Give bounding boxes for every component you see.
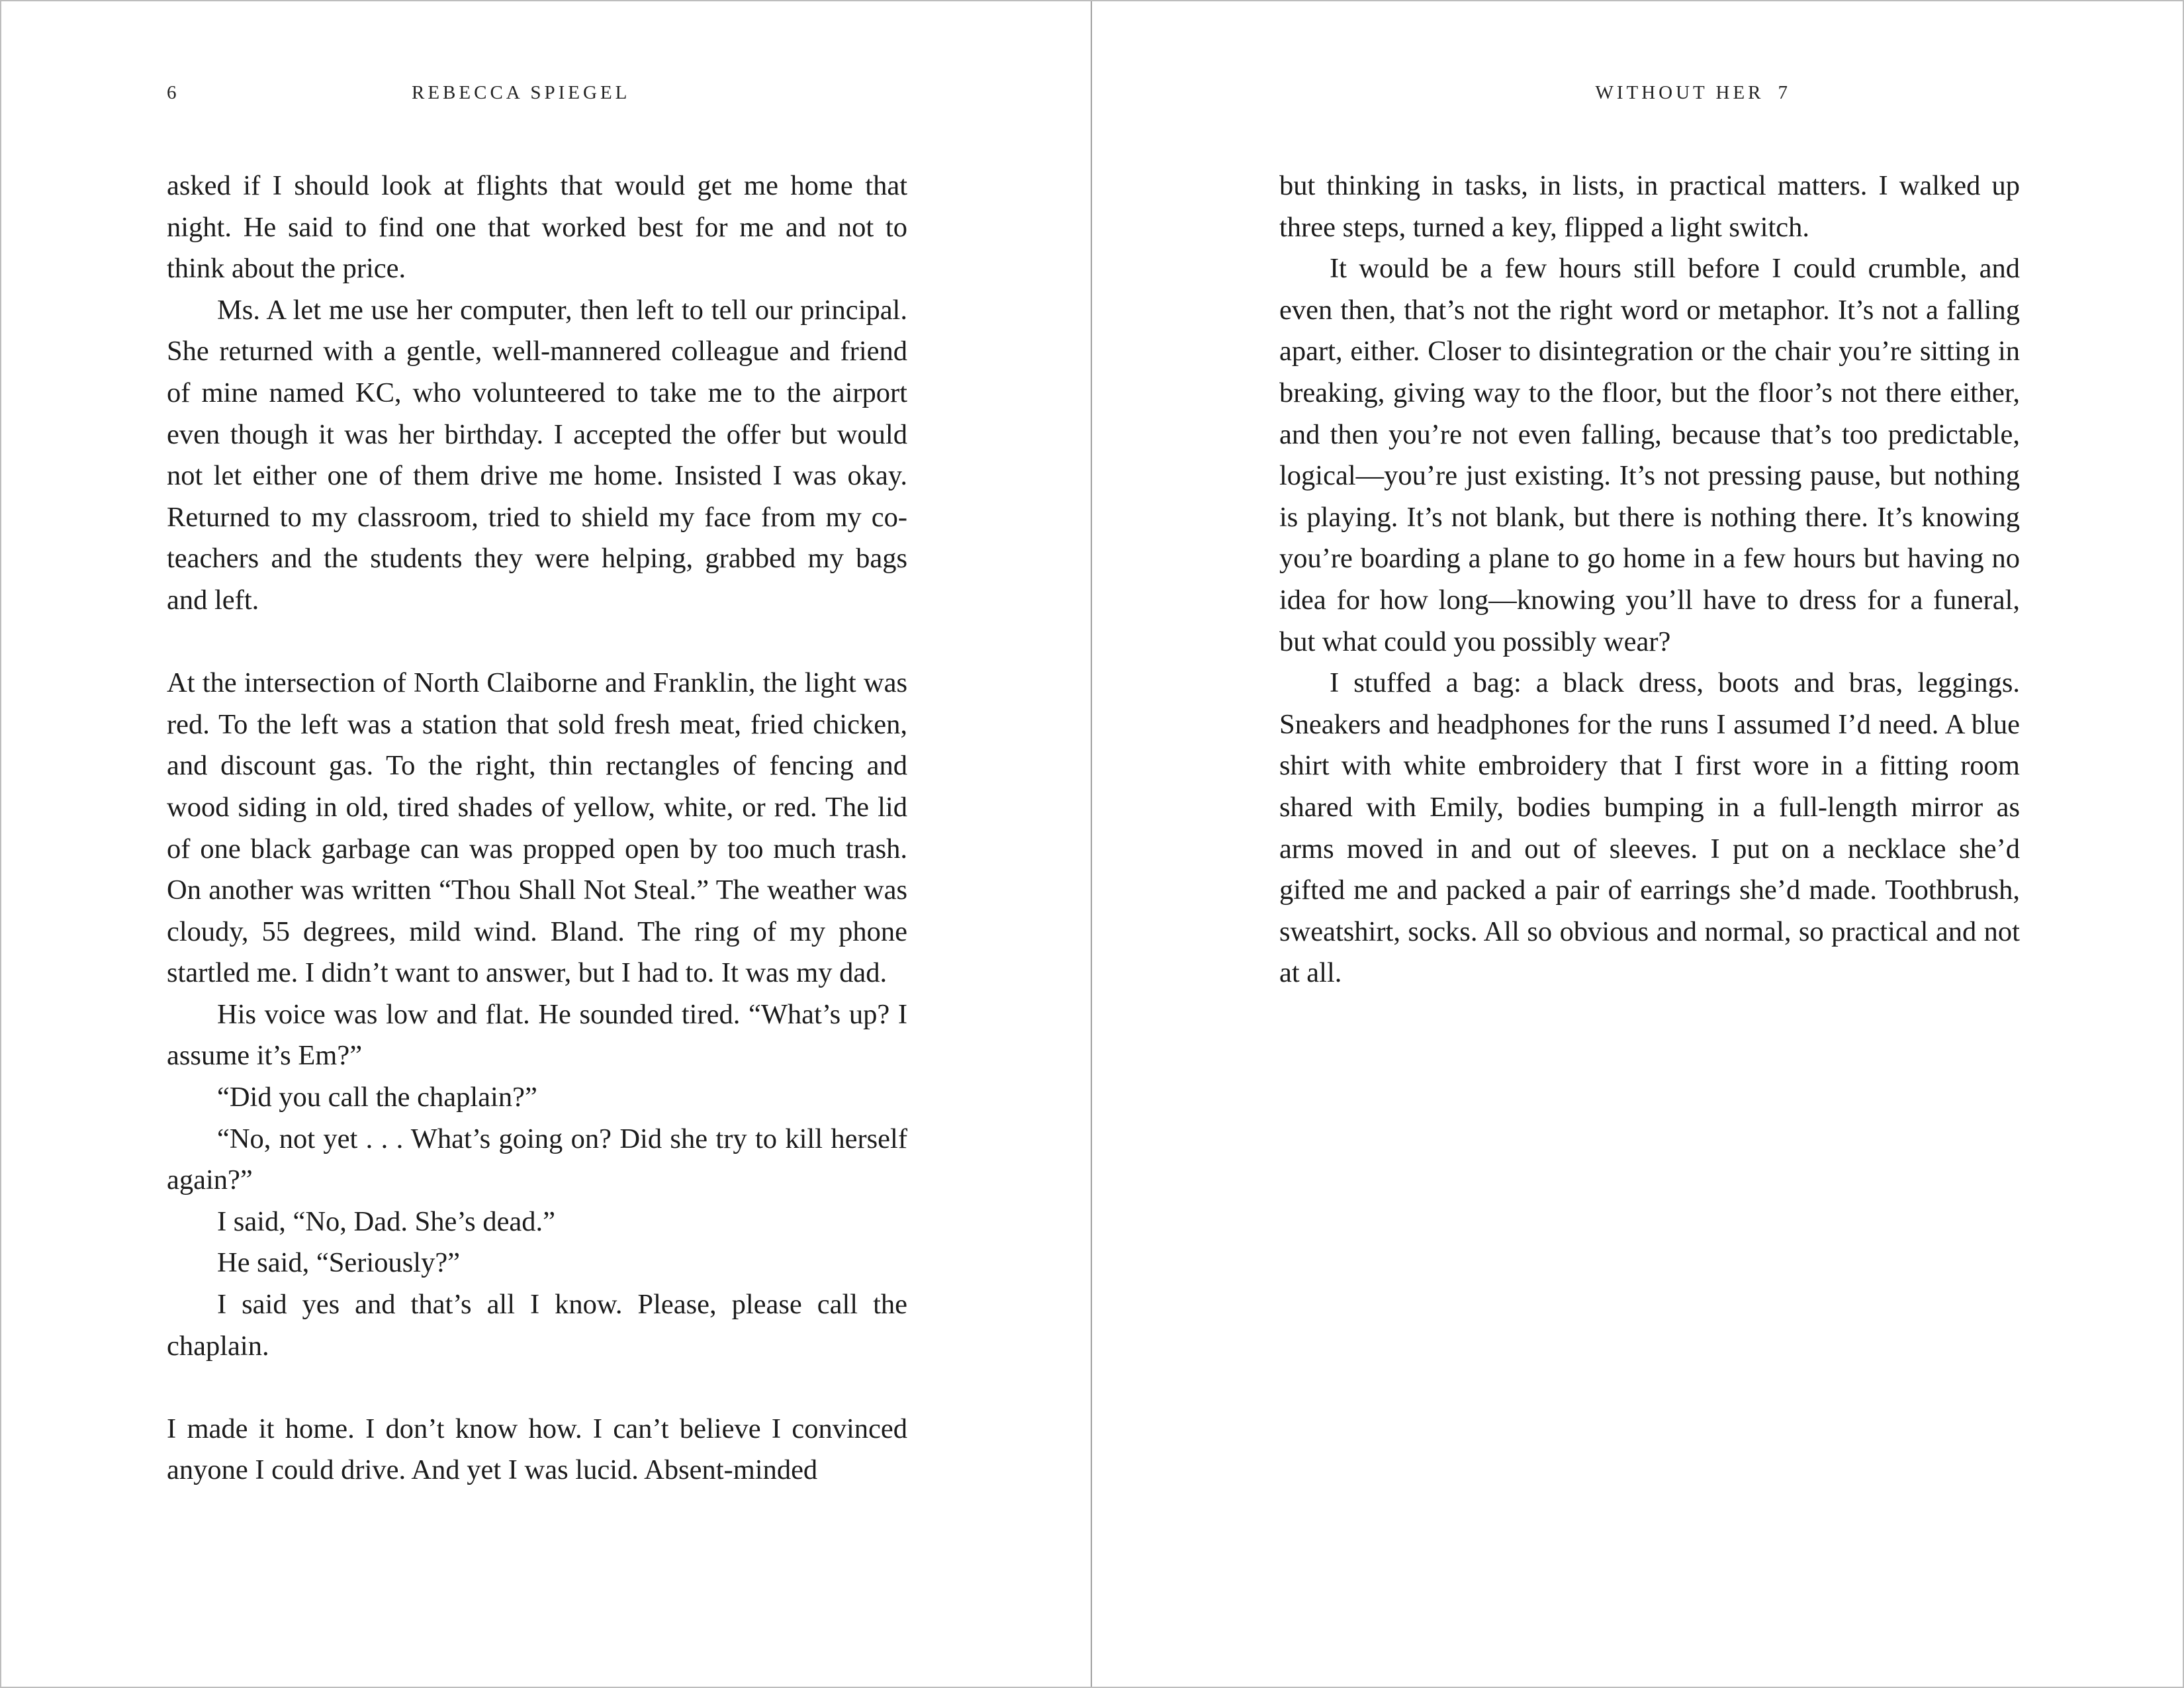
- paragraph: He said, “Seriously?”: [217, 1247, 461, 1279]
- running-head-author: REBECCA SPIEGEL: [412, 82, 631, 103]
- page-number-left: 6: [167, 82, 180, 103]
- paragraph: “Did you call the chaplain?”: [217, 1082, 537, 1113]
- right-page: [1092, 1, 2183, 1687]
- paragraph: Ms. A let me use her computer, then left to tell our principal. She returned with a gentle, well-mannered colleague and friend of mine named KC, who volunteered to take me to the airport even though it was her birthday. I accepted the offer but would not let either one of them drive me home. Insisted I was okay. Returned to my classroom, tried to shield my face from my co-teachers and the students they were helping, grabbed my bags and left.: [167, 294, 907, 616]
- paragraph: At the intersection of North Claiborne and Franklin, the light was red. To the left was a station that sold fresh meat, fried chicken, and discount gas. To the right, thin rectangles of fencing and wood siding in old, tired shades of yellow, white, or red. The lid of one black garbage can was propped open by too much trash. On another was written “Thou Shall Not Steal.” The weather was cloudy, 55 degrees, mild wind. Bland. The ring of my phone startled me. I didn’t want to answer, but I had to. It was my dad.: [167, 667, 907, 989]
- paragraph: asked if I should look at flights that would get me home that night. He said to find one that worked best for me and not to think about the price.: [167, 170, 907, 285]
- paragraph: I stuffed a bag: a black dress, boots and bras, leggings. Sneakers and headphones for the runs I assumed I’d need. A blue shirt with white embroidery that I first wore in a fitting room shared with Emily, bodies bumping in a full-length mirror as arms moved in and out of sleeves. I put on a necklace she’d gifted me and packed a pair of earrings she’d made. Toothbrush, sweatshirt, socks. All so obvious and normal, so practical and not at all.: [1279, 667, 2020, 989]
- paragraph: I said, “No, Dad. She’s dead.”: [217, 1205, 556, 1237]
- paragraph: It would be a few hours still before I could crumble, and even then, that’s not the right word or metaphor. It’s not a falling apart, either. Closer to disintegration or the chair you’re sitting in breaking, giving way to the floor, but the floor’s not there either, and then you’re not even falling, because that’s too predictable, logical—you’re just existing. It’s not pressing pause, but nothing is playing. It’s not blank, but there is nothing there. It’s knowing you’re boarding a plane to go home in a few hours but having no idea for how long—knowing you’ll have to dress for a funeral, but what could you possibly wear?: [1279, 253, 2020, 657]
- page-number-right: 7: [1778, 82, 1791, 103]
- paragraph: I made it home. I don’t know how. I can’t believe I convinced anyone I could drive. And yet I was lucid. Absent-minded: [167, 1413, 907, 1486]
- paragraph: I said yes and that’s all I know. Please, please call the chaplain.: [167, 1289, 907, 1362]
- running-head-title: WITHOUT HER: [1595, 82, 1764, 103]
- left-body-text: [167, 165, 907, 1491]
- right-body-text: [1279, 165, 2020, 994]
- paragraph: His voice was low and flat. He sounded tired. “What’s up? I assume it’s Em?”: [167, 998, 907, 1072]
- paragraph: but thinking in tasks, in lists, in practical matters. I walked up three steps, turned a key, flipped a light switch.: [1279, 170, 2020, 243]
- paragraph: “No, not yet . . . What’s going on? Did she try to kill herself again?”: [167, 1123, 907, 1196]
- left-page: [1, 1, 1092, 1687]
